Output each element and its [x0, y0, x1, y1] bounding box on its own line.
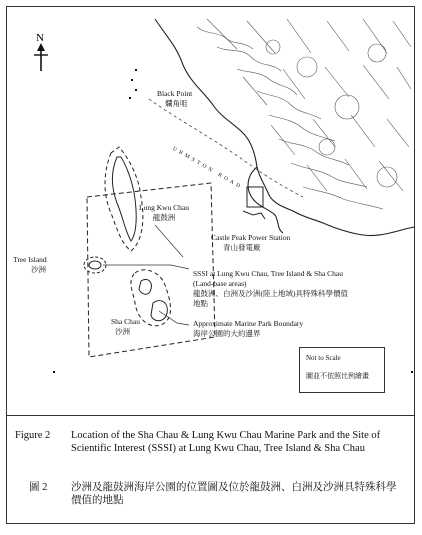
lung-kwu-chau-island — [105, 147, 143, 251]
figure-frame — [6, 6, 415, 524]
scale-note-box — [299, 347, 385, 393]
legend-boundary-zh: 海岸公園的大約邊界 — [193, 329, 261, 338]
power-station-outline — [243, 187, 265, 219]
caption-en-number: Figure 2 — [15, 430, 51, 441]
caption-zh-text: 沙洲及龍鼓洲海岸公園的位置圖及位於龍鼓洲、白洲及沙洲具特殊科學價值的地點 — [71, 482, 397, 506]
north-label: N — [36, 32, 44, 44]
map-panel — [7, 7, 414, 416]
caption-en-row — [15, 430, 406, 455]
scale-note-en: Not to Scale — [306, 354, 341, 362]
label-castle-peak-en: Castle Peak Power Station — [211, 233, 291, 242]
label-black-point-zh: 爛角咀 — [165, 99, 188, 108]
label-tree-island-zh: 沙洲 — [31, 265, 46, 274]
label-lung-kwu-chau-zh: 龍鼓洲 — [152, 213, 176, 222]
label-black-point-en: Black Point — [157, 89, 193, 98]
caption-en-text: Location of the Sha Chau & Lung Kwu Chau Marine Park and the Site of Scientific Interest (SSSI) at Lung Kwu Chau, Tree Island & Sha Chau — [71, 430, 381, 454]
tree-island — [84, 257, 106, 273]
label-lung-kwu-chau-en: Lung Kwu Chau — [139, 203, 189, 212]
caption-zh-number: 圖 2 — [29, 482, 48, 493]
label-sha-chau-en: Sha Chau — [111, 317, 140, 326]
label-tree-island-en: Tree Island — [13, 255, 47, 264]
label-sha-chau-zh: 沙洲 — [115, 327, 130, 336]
caption-zh-row — [15, 482, 406, 507]
legend-sssi-zh-1: 龍鼓洲、白洲及沙洲(陸上地域)具特殊科學價值 — [193, 289, 348, 298]
scale-note-zh: 圖並不依照比例繪畫 — [306, 372, 369, 380]
north-arrow-icon — [34, 43, 48, 71]
figure-caption — [7, 416, 414, 523]
black-point-marks — [129, 69, 137, 99]
leader-lines — [103, 225, 189, 325]
label-urmston-road: URMSTON ROAD — [171, 145, 244, 191]
legend-sssi-zh-2: 地點 — [193, 299, 208, 308]
label-castle-peak-zh: 青山發電廠 — [223, 243, 261, 252]
legend-boundary-en: Approximate Marine Park Boundary — [193, 319, 304, 328]
legend-sssi-en-1: SSSI at Lung Kwu Chau, Tree Island & Sha Chau — [193, 269, 343, 278]
legend-sssi-en-2: (Land-base areas) — [193, 279, 247, 288]
